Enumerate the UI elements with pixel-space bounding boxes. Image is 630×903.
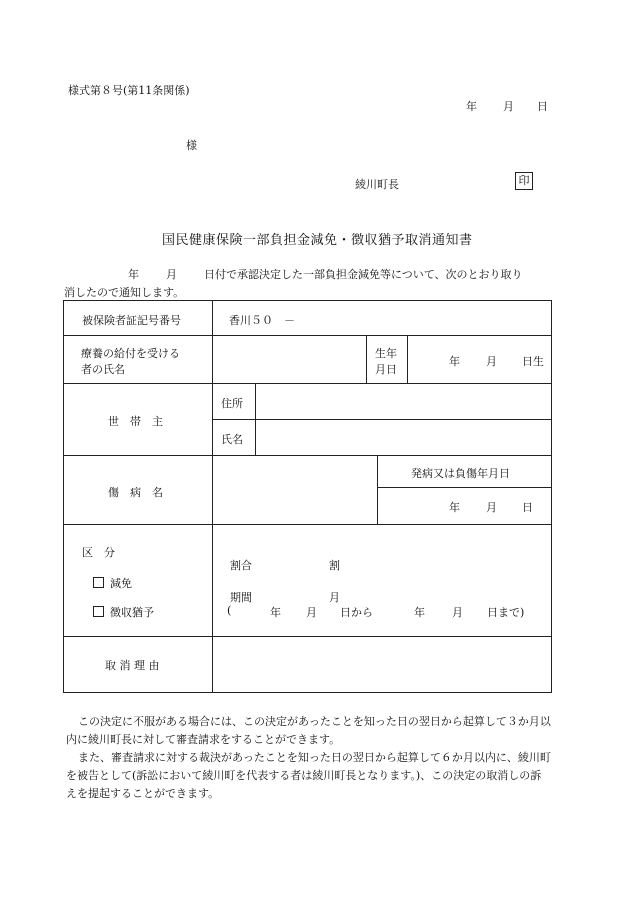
page-title: 国民健康保険一部負担金減免・徴収猶予取消通知書 — [162, 233, 473, 248]
notes-paragraph2-line3: えを提起することができます。 — [66, 787, 220, 800]
seal-mark: 印 — [515, 172, 533, 190]
cancel-reason-label: 取 消 理 由 — [105, 659, 160, 672]
period-to-month: 月 — [452, 606, 463, 619]
period-label: 期間 — [230, 591, 252, 604]
period-to-day: 日まで) — [487, 606, 525, 619]
deferral-checkbox[interactable] — [93, 606, 104, 617]
onset-day: 日 — [522, 501, 533, 514]
recipient-label-line2: 者の氏名 — [81, 363, 125, 376]
onset-month: 月 — [486, 501, 497, 514]
birth-year: 年 — [449, 355, 460, 368]
reduction-checkbox[interactable] — [93, 577, 104, 588]
recipient-label-line1: 療養の給付を受ける — [81, 347, 180, 360]
notes-paragraph1-line2: 内に綾川町長に対して審査請求をすることができます。 — [66, 733, 341, 746]
date-day-label: 日 — [537, 100, 548, 113]
date-month-label: 月 — [503, 100, 514, 113]
form-number: 様式第８号(第11条関係) — [68, 84, 190, 97]
address-label: 住所 — [221, 397, 243, 410]
date-year-label: 年 — [466, 100, 477, 113]
period-to-year: 年 — [414, 606, 425, 619]
ratio-unit: 割 — [329, 559, 340, 572]
onset-year: 年 — [449, 501, 460, 514]
option-reduction[interactable] — [93, 575, 132, 591]
illness-label: 傷 病 名 — [108, 486, 163, 499]
birth-day: 日生 — [522, 355, 544, 368]
sender-name: 綾川町長 — [355, 178, 399, 191]
insured-number-label: 被保険者証記号番号 — [82, 314, 181, 327]
addressee-suffix: 様 — [186, 139, 197, 152]
notes-paragraph2-line2: を被告として(訴訟において綾川町を代表する者は綾川町長となります。)、この決定の取消しの訴 — [66, 769, 542, 782]
notes-paragraph2-line1: また、審査請求に対する裁決があったことを知った日の翌日から起算して６か月以内に、綾川町 — [78, 751, 551, 764]
period-unit: 月 — [329, 591, 340, 604]
household-head-label: 世 帯 主 — [108, 415, 163, 428]
insured-number-value: 香川５０ － — [229, 314, 295, 327]
deferral-label: 徴収猶予 — [110, 606, 154, 619]
ratio-label: 割合 — [230, 559, 252, 572]
option-deferral[interactable] — [93, 604, 154, 620]
period-from-day: 日から — [340, 606, 373, 619]
birth-month: 月 — [486, 355, 497, 368]
intro-text: 日付で承認決定した一部負担金減免等について、次のとおり取り — [204, 268, 523, 281]
reduction-label: 減免 — [110, 577, 132, 590]
onset-label: 発病又は負傷年月日 — [411, 467, 510, 480]
period-from-year: 年 — [270, 606, 281, 619]
period-open-paren: ( — [227, 604, 232, 617]
intro-month: 月 — [166, 268, 177, 281]
name-label: 氏名 — [221, 433, 243, 446]
birth-label-line1: 生年 — [375, 347, 397, 360]
category-label: 区 分 — [82, 546, 115, 559]
intro-line2: 消したので通知します。 — [64, 286, 185, 299]
intro-year: 年 — [128, 268, 139, 281]
notes-paragraph1-line1: この決定に不服がある場合には、この決定があったことを知った日の翌日から起算して３か月以 — [78, 715, 551, 728]
period-from-month: 月 — [306, 606, 317, 619]
birth-label-line2: 月日 — [375, 363, 397, 376]
